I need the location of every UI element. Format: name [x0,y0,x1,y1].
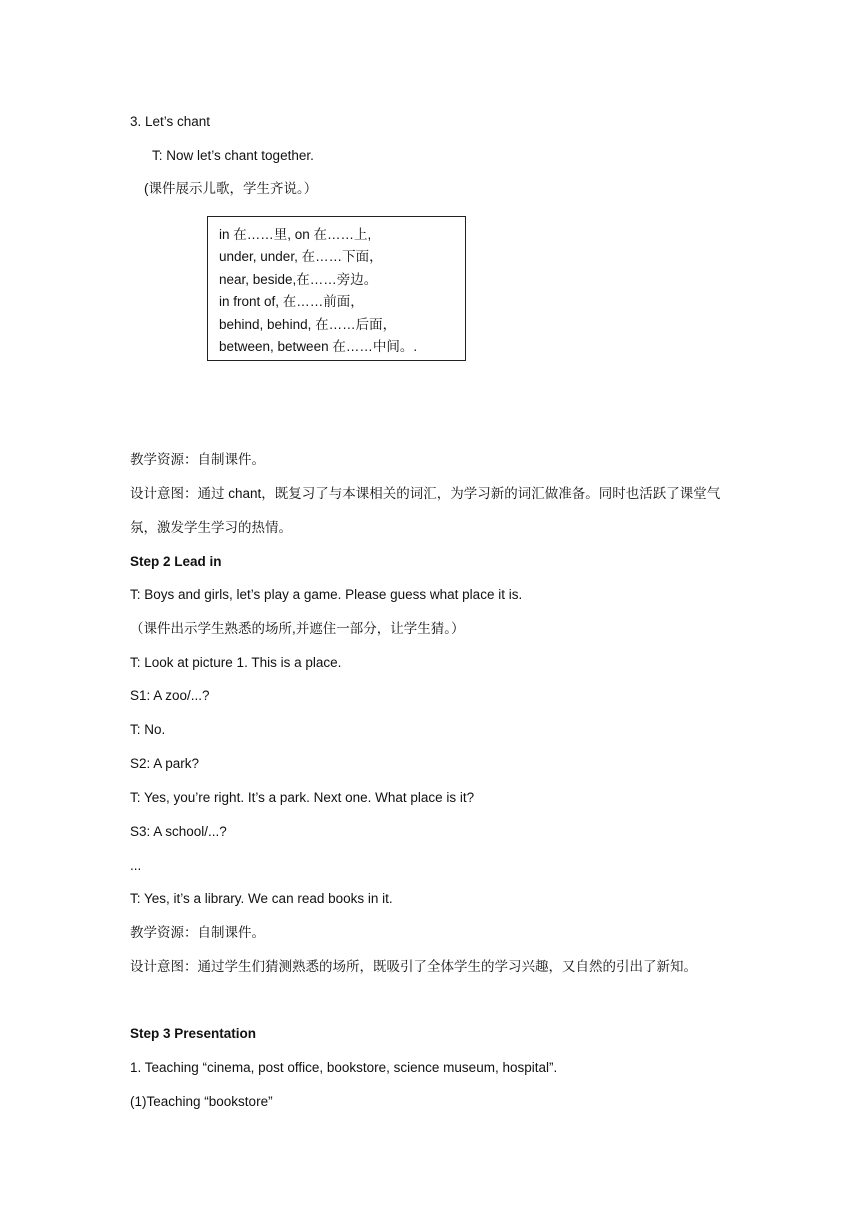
resource-note: 教学资源：自制课件。 [130,925,265,940]
design-intent: 设计意图：通过 chant，既复习了与本课相关的词汇，为学习新的词汇做准备。同时也活跃了课堂气氛，激发学生学习的热情。 [130,486,721,535]
step3-heading: Step 3 Presentation [130,1026,257,1041]
resource-note: 教学资源：自制课件。 [130,452,265,467]
dialogue-line: S2: A park? [130,756,200,771]
chant-heading: 3. Let’s chant [130,114,211,129]
dialogue-line: （课件出示学生熟悉的场所,并遮住一部分，让学生猜。） [130,621,465,636]
chant-line: near, beside,在……旁边。 [219,272,378,287]
chant-line: between, between 在……中间。. [219,339,418,354]
chant-line: in front of, 在……前面， [219,294,364,309]
dialogue-line: T: Yes, it’s a library. We can read books in it. [130,891,393,906]
dialogue-line: S3: A school/...? [130,824,227,839]
chant-line: behind, behind, 在……后面， [219,317,397,332]
teaching-subitem: (1)Teaching “bookstore” [130,1094,273,1109]
chant-note: (课件展示儿歌，学生齐说。） [144,181,318,196]
dialogue-line: S1: A zoo/...? [130,688,210,703]
dialogue-line: T: Boys and girls, let’s play a game. Please guess what place it is. [130,587,523,602]
teaching-item: 1. Teaching “cinema, post office, bookstore, science museum, hospital”. [130,1060,558,1075]
dialogue-line: ... [130,858,142,873]
step2-heading: Step 2 Lead in [130,554,222,569]
dialogue-line: T: Yes, you’re right. It’s a park. Next one. What place is it? [130,790,475,805]
chant-box [207,216,466,361]
dialogue-line: T: Look at picture 1. This is a place. [130,655,342,670]
chant-teacher-line: T: Now let’s chant together. [152,148,314,163]
chant-line: under, under, 在……下面， [219,249,383,264]
design-intent: 设计意图：通过学生们猜测熟悉的场所，既吸引了全体学生的学习兴趣，又自然的引出了新知。 [130,959,697,974]
chant-line: in 在……里, on 在……上, [219,227,372,242]
dialogue-line: T: No. [130,722,166,737]
